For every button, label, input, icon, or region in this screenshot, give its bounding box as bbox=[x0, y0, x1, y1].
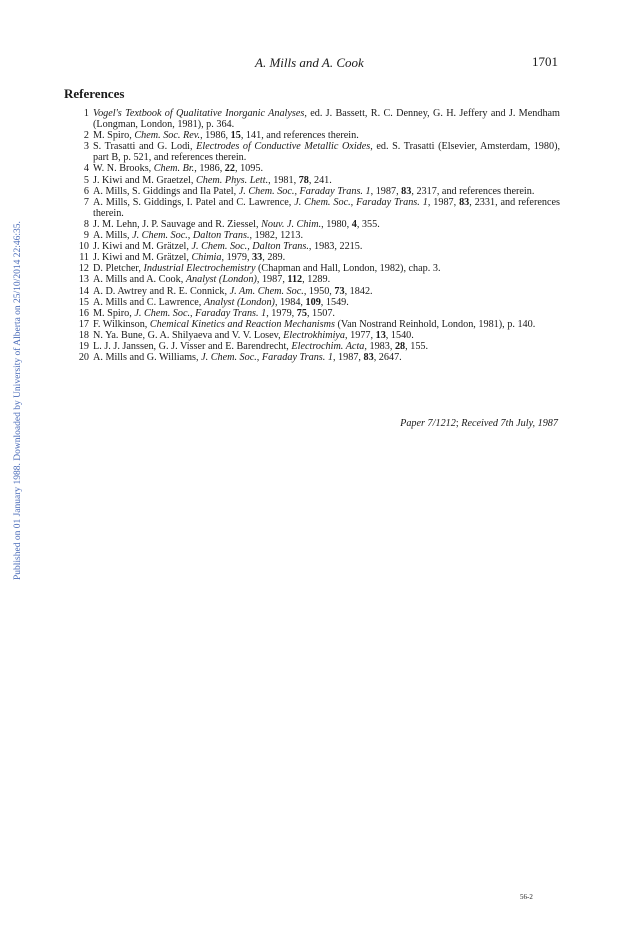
reference-text: , 1984, bbox=[274, 296, 306, 308]
reference-text: , 1987, bbox=[332, 352, 364, 364]
reference-text: , 355. bbox=[356, 218, 380, 230]
reference-title: Vogel's Textbook of Qualitative Inorganic Analyses bbox=[93, 108, 305, 119]
reference-volume: 75 bbox=[296, 307, 307, 319]
references-heading: References bbox=[64, 86, 125, 101]
reference-text: (Van Nostrand Reinhold, London, 1981), p. 140. bbox=[334, 318, 536, 330]
reference-volume: 4 bbox=[351, 218, 357, 230]
reference-text: L. J. J. Janssen, G. J. Visser and E. Barendrecht, bbox=[93, 340, 292, 352]
reference-title: Electrodes of Conductive Metallic Oxides bbox=[196, 141, 371, 153]
reference-item bbox=[0, 141, 560, 163]
reference-volume: 28 bbox=[394, 340, 406, 352]
reference-text: , 1289. bbox=[302, 274, 331, 286]
reference-volume: 73 bbox=[334, 285, 345, 297]
received-line bbox=[300, 418, 558, 429]
reference-item bbox=[0, 163, 560, 174]
reference-volume: 78 bbox=[298, 174, 309, 186]
reference-text: A. Mills and C. Lawrence, bbox=[93, 296, 204, 308]
reference-item bbox=[0, 341, 560, 352]
reference-text: , 1095. bbox=[234, 163, 263, 175]
reference-text: F. Wilkinson, bbox=[93, 318, 150, 330]
reference-text: , 1540. bbox=[385, 329, 414, 341]
reference-text: , 289. bbox=[262, 252, 286, 264]
reference-text: , 1977, bbox=[345, 329, 376, 341]
reference-number: 18 bbox=[78, 329, 89, 341]
reference-volume: 15 bbox=[230, 130, 241, 142]
reference-number: 14 bbox=[78, 285, 89, 297]
reference-number: 7 bbox=[83, 196, 89, 208]
reference-item bbox=[0, 308, 560, 319]
received-date: Received 7th July, 1987 bbox=[461, 418, 558, 429]
reference-item bbox=[0, 286, 560, 297]
reference-title: Chem. Soc. Rev. bbox=[134, 130, 201, 142]
reference-item bbox=[0, 230, 560, 241]
reference-item bbox=[0, 130, 560, 141]
page-number: 1701 bbox=[532, 54, 558, 69]
reference-text: , 2317, and references therein. bbox=[411, 185, 535, 197]
reference-number: 16 bbox=[78, 307, 89, 319]
reference-title: Chem. Br. bbox=[153, 163, 195, 175]
reference-number: 5 bbox=[83, 174, 89, 186]
reference-title: Industrial Electrochemistry bbox=[143, 263, 256, 275]
reference-text: A. Mills, bbox=[93, 230, 133, 242]
reference-text: , 141, and references therein. bbox=[240, 130, 359, 142]
reference-title: J. Chem. Soc., Dalton Trans. bbox=[191, 241, 309, 253]
reference-text: J. Kiwi and M. Graetzel, bbox=[93, 174, 196, 186]
reference-item bbox=[0, 297, 560, 308]
reference-item bbox=[0, 330, 560, 341]
reference-volume: 83 bbox=[401, 185, 412, 197]
reference-text: S. Trasatti and G. Lodi, bbox=[93, 141, 197, 153]
reference-text: D. Pletcher, bbox=[93, 263, 144, 275]
reference-title: Analyst (London) bbox=[185, 274, 257, 286]
reference-text: A. Mills and A. Cook, bbox=[93, 274, 186, 286]
reference-text: , 1986, bbox=[194, 163, 225, 175]
reference-number: 19 bbox=[78, 340, 89, 352]
reference-number: 20 bbox=[78, 352, 89, 364]
reference-text: , 1549. bbox=[320, 296, 349, 308]
reference-item bbox=[0, 252, 560, 263]
reference-text: N. Ya. Bune, G. A. Shilyaeva and V. V. Losev, bbox=[93, 329, 284, 341]
reference-number: 11 bbox=[79, 252, 89, 264]
reference-text: M. Spiro, bbox=[93, 130, 135, 142]
reference-text: J. M. Lehn, J. P. Sauvage and R. Ziessel, bbox=[93, 218, 262, 230]
reference-title: Chem. Phys. Lett. bbox=[195, 174, 269, 186]
reference-text: , 2647. bbox=[373, 352, 402, 364]
running-head: A. Mills and A. Cook bbox=[255, 55, 364, 70]
paper-number: Paper 7/1212 bbox=[400, 418, 456, 429]
reference-number: 8 bbox=[83, 218, 89, 230]
reference-text: , 1981, bbox=[268, 174, 299, 186]
reference-number: 17 bbox=[78, 318, 89, 330]
reference-item bbox=[0, 241, 560, 252]
reference-volume: 22 bbox=[224, 163, 235, 175]
reference-text: , 1983, bbox=[364, 340, 395, 352]
reference-text: , 1986, bbox=[200, 130, 231, 142]
reference-text: (Chapman and Hall, London, 1982), chap. 3. bbox=[255, 263, 441, 275]
reference-text: , 1987, bbox=[427, 196, 460, 208]
reference-text: , 1983, 2215. bbox=[308, 241, 363, 253]
reference-volume: 13 bbox=[375, 329, 386, 341]
reference-text: J. Kiwi and M. Grätzel, bbox=[93, 241, 192, 253]
reference-number: 13 bbox=[78, 274, 89, 286]
reference-text: , 1982, 1213. bbox=[249, 230, 303, 242]
reference-number: 2 bbox=[83, 130, 89, 142]
reference-text: A. D. Awtrey and R. E. Connick, bbox=[93, 285, 230, 297]
reference-number: 1 bbox=[83, 108, 89, 119]
reference-title: J. Chem. Soc., Faraday Trans. 1 bbox=[294, 196, 428, 208]
download-notice: Published on 01 January 1988. Downloaded by University of Alberta on 25/10/2014 22:46:35. bbox=[13, 221, 23, 580]
reference-title: Nouv. J. Chim. bbox=[261, 218, 322, 230]
reference-text: , 1987, bbox=[256, 274, 288, 286]
footer-code: 56-2 bbox=[520, 893, 533, 901]
reference-number: 12 bbox=[78, 263, 89, 275]
reference-number: 9 bbox=[83, 230, 89, 242]
reference-title: J. Chem. Soc., Dalton Trans. bbox=[132, 230, 250, 242]
reference-number: 6 bbox=[83, 185, 89, 197]
reference-text: , 241. bbox=[308, 174, 332, 186]
reference-text: , 1979, bbox=[266, 307, 297, 319]
reference-list bbox=[0, 108, 560, 363]
reference-title: Electrokhimiya bbox=[283, 329, 346, 341]
reference-text: , 1842. bbox=[344, 285, 373, 297]
reference-volume: 109 bbox=[305, 296, 321, 308]
reference-title: Chemical Kinetics and Reaction Mechanisms bbox=[149, 318, 335, 330]
reference-title: J. Am. Chem. Soc. bbox=[229, 285, 304, 297]
reference-text: , 1987, bbox=[370, 185, 402, 197]
reference-text: , 1950, bbox=[303, 285, 335, 297]
reference-text: A. Mills, S. Giddings and Ila Patel, bbox=[93, 185, 239, 197]
reference-title: Chimia bbox=[191, 252, 222, 264]
reference-item bbox=[0, 108, 560, 130]
reference-text: , 1980, bbox=[321, 218, 352, 230]
reference-text: , 1507. bbox=[306, 307, 335, 319]
reference-text: J. Kiwi and M. Grätzel, bbox=[93, 252, 192, 264]
reference-text: , ed. J. Bassett, R. C. Denney, G. H. Jeffery and J. Mendham (Longman, London, 1981), p. 364. bbox=[93, 108, 560, 131]
reference-text: M. Spiro, bbox=[93, 307, 135, 319]
reference-number: 4 bbox=[83, 163, 89, 175]
reference-title: Analyst (London) bbox=[203, 296, 275, 308]
reference-volume: 33 bbox=[252, 252, 263, 264]
reference-number: 10 bbox=[78, 241, 89, 253]
reference-item bbox=[0, 352, 560, 363]
reference-text: , 2331, and references therein. bbox=[93, 196, 560, 219]
reference-text: A. Mills and G. Williams, bbox=[93, 352, 202, 364]
reference-text: , ed. S. Trasatti (Elsevier, Amsterdam, 1980), part B, p. 521, and references therein. bbox=[93, 141, 561, 164]
reference-number: 3 bbox=[83, 141, 89, 153]
reference-title: J. Chem. Soc., Faraday Trans. 1 bbox=[201, 352, 333, 364]
received-separator: ; bbox=[455, 418, 462, 429]
reference-volume: 112 bbox=[287, 274, 303, 286]
reference-number: 15 bbox=[78, 296, 89, 308]
reference-volume: 83 bbox=[363, 352, 374, 364]
reference-text: , 1979, bbox=[221, 252, 253, 264]
reference-title: J. Chem. Soc., Faraday Trans. 1 bbox=[238, 185, 371, 197]
reference-item bbox=[0, 274, 560, 285]
reference-item bbox=[0, 219, 560, 230]
reference-text: , 155. bbox=[405, 340, 429, 352]
reference-item bbox=[0, 175, 560, 186]
reference-item bbox=[0, 319, 560, 330]
reference-title: Electrochim. Acta bbox=[291, 340, 365, 352]
reference-text: W. N. Brooks, bbox=[93, 163, 154, 175]
reference-text: A. Mills, S. Giddings, I. Patel and C. Lawrence, bbox=[93, 196, 295, 208]
reference-item bbox=[0, 186, 560, 197]
reference-title: J. Chem. Soc., Faraday Trans. 1 bbox=[134, 307, 267, 319]
reference-volume: 83 bbox=[459, 196, 470, 208]
reference-item bbox=[0, 197, 560, 219]
reference-item bbox=[0, 263, 560, 274]
